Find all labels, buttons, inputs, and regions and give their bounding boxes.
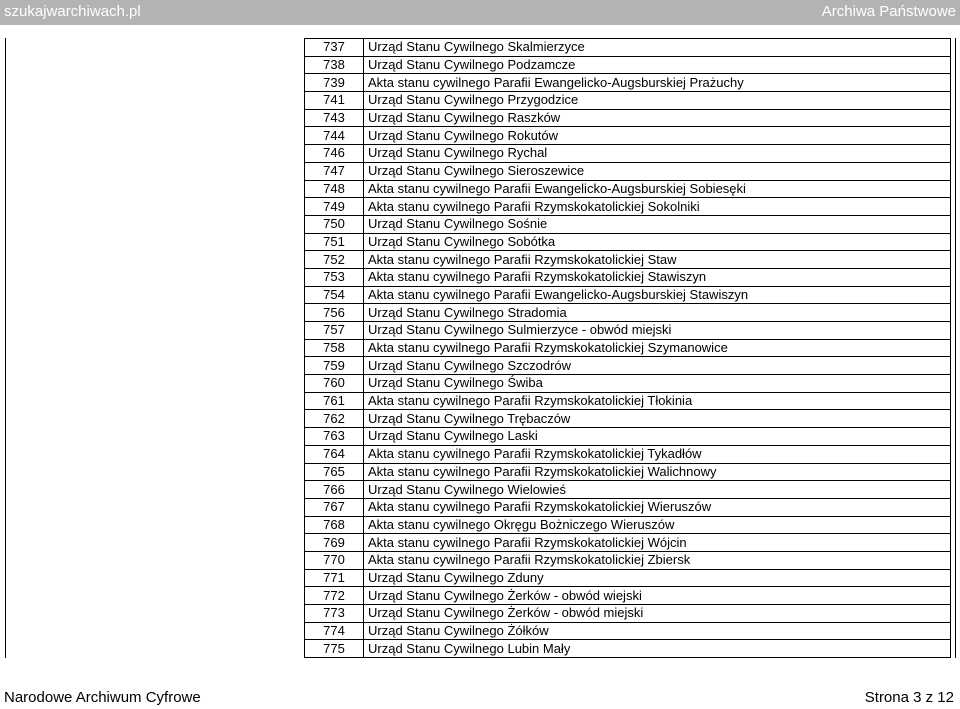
record-number: 750	[305, 215, 364, 233]
record-number: 771	[305, 569, 364, 587]
record-name: Urząd Stanu Cywilnego Raszków	[364, 109, 951, 127]
table-row	[305, 357, 951, 375]
section-name: Archiwa Państwowe	[821, 3, 956, 20]
record-number: 763	[305, 428, 364, 446]
record-number: 754	[305, 286, 364, 304]
table-row	[305, 410, 951, 428]
record-number: 766	[305, 481, 364, 499]
record-name: Akta stanu cywilnego Parafii Ewangelicko-Augsburskiej Stawiszyn	[364, 286, 951, 304]
record-name: Akta stanu cywilnego Parafii Rzymskokatolickiej Wieruszów	[364, 498, 951, 516]
table-row	[305, 109, 951, 127]
record-number: 770	[305, 551, 364, 569]
record-name: Urząd Stanu Cywilnego Świba	[364, 375, 951, 393]
record-number: 751	[305, 233, 364, 251]
record-number: 738	[305, 56, 364, 74]
right-divider	[955, 38, 956, 658]
table-row	[305, 127, 951, 145]
table-row	[305, 286, 951, 304]
record-number: 772	[305, 587, 364, 605]
record-number: 753	[305, 268, 364, 286]
record-name: Akta stanu cywilnego Parafii Rzymskokatolickiej Sokolniki	[364, 198, 951, 216]
table-row	[305, 268, 951, 286]
record-name: Urząd Stanu Cywilnego Wielowieś	[364, 481, 951, 499]
record-number: 761	[305, 392, 364, 410]
record-number: 774	[305, 622, 364, 640]
record-number: 737	[305, 39, 364, 57]
table-row	[305, 551, 951, 569]
records-table	[304, 38, 951, 658]
record-name: Urząd Stanu Cywilnego Sobótka	[364, 233, 951, 251]
table-row	[305, 39, 951, 57]
record-name: Urząd Stanu Cywilnego Rokutów	[364, 127, 951, 145]
record-number: 747	[305, 162, 364, 180]
table-row	[305, 392, 951, 410]
record-name: Akta stanu cywilnego Parafii Rzymskokatolickiej Tłokinia	[364, 392, 951, 410]
record-name: Akta stanu cywilnego Parafii Rzymskokatolickiej Szymanowice	[364, 339, 951, 357]
table-row	[305, 322, 951, 340]
record-number: 767	[305, 498, 364, 516]
table-row	[305, 198, 951, 216]
record-number: 769	[305, 534, 364, 552]
table-row	[305, 481, 951, 499]
record-name: Urząd Stanu Cywilnego Lubin Mały	[364, 640, 951, 658]
record-number: 762	[305, 410, 364, 428]
records-table-body	[305, 39, 951, 658]
table-row	[305, 428, 951, 446]
table-row	[305, 304, 951, 322]
record-number: 775	[305, 640, 364, 658]
record-name: Urząd Stanu Cywilnego Zduny	[364, 569, 951, 587]
record-name: Akta stanu cywilnego Okręgu Bożniczego Wieruszów	[364, 516, 951, 534]
footer-page-number: Strona 3 z 12	[864, 689, 954, 706]
record-name: Akta stanu cywilnego Parafii Rzymskokatolickiej Wójcin	[364, 534, 951, 552]
table-row	[305, 569, 951, 587]
record-name: Urząd Stanu Cywilnego Stradomia	[364, 304, 951, 322]
site-name[interactable]: szukajwarchiwach.pl	[4, 3, 141, 20]
table-row	[305, 640, 951, 658]
record-name: Urząd Stanu Cywilnego Trębaczów	[364, 410, 951, 428]
record-name: Akta stanu cywilnego Parafii Ewangelicko-Augsburskiej Sobiesęki	[364, 180, 951, 198]
table-row	[305, 180, 951, 198]
table-row	[305, 251, 951, 269]
record-name: Akta stanu cywilnego Parafii Rzymskokatolickiej Tykadłów	[364, 445, 951, 463]
record-name: Akta stanu cywilnego Parafii Rzymskokatolickiej Zbiersk	[364, 551, 951, 569]
record-number: 756	[305, 304, 364, 322]
table-row	[305, 375, 951, 393]
table-row	[305, 605, 951, 623]
table-row	[305, 233, 951, 251]
record-number: 765	[305, 463, 364, 481]
record-name: Urząd Stanu Cywilnego Laski	[364, 428, 951, 446]
record-number: 744	[305, 127, 364, 145]
table-row	[305, 56, 951, 74]
record-number: 749	[305, 198, 364, 216]
record-name: Urząd Stanu Cywilnego Żółków	[364, 622, 951, 640]
record-number: 757	[305, 322, 364, 340]
record-number: 746	[305, 145, 364, 163]
table-row	[305, 162, 951, 180]
record-number: 759	[305, 357, 364, 375]
page-header	[0, 0, 960, 25]
table-row	[305, 516, 951, 534]
record-number: 748	[305, 180, 364, 198]
record-name: Urząd Stanu Cywilnego Żerków - obwód wiejski	[364, 587, 951, 605]
record-number: 739	[305, 74, 364, 92]
record-name: Urząd Stanu Cywilnego Sulmierzyce - obwód miejski	[364, 322, 951, 340]
record-name: Urząd Stanu Cywilnego Żerków - obwód miejski	[364, 605, 951, 623]
table-row	[305, 622, 951, 640]
record-name: Urząd Stanu Cywilnego Skalmierzyce	[364, 39, 951, 57]
record-number: 773	[305, 605, 364, 623]
record-name: Urząd Stanu Cywilnego Przygodzice	[364, 92, 951, 110]
left-divider	[5, 38, 6, 658]
record-number: 768	[305, 516, 364, 534]
table-row	[305, 74, 951, 92]
record-number: 752	[305, 251, 364, 269]
table-row	[305, 463, 951, 481]
record-name: Urząd Stanu Cywilnego Rychal	[364, 145, 951, 163]
table-row	[305, 92, 951, 110]
footer-source: Narodowe Archiwum Cyfrowe	[4, 689, 201, 706]
record-number: 764	[305, 445, 364, 463]
table-row	[305, 534, 951, 552]
record-name: Akta stanu cywilnego Parafii Rzymskokatolickiej Walichnowy	[364, 463, 951, 481]
record-number: 758	[305, 339, 364, 357]
record-name: Akta stanu cywilnego Parafii Ewangelicko-Augsburskiej Prażuchy	[364, 74, 951, 92]
record-number: 743	[305, 109, 364, 127]
table-row	[305, 498, 951, 516]
table-row	[305, 445, 951, 463]
record-name: Urząd Stanu Cywilnego Szczodrów	[364, 357, 951, 375]
table-row	[305, 587, 951, 605]
table-row	[305, 145, 951, 163]
record-name: Urząd Stanu Cywilnego Podzamcze	[364, 56, 951, 74]
record-name: Akta stanu cywilnego Parafii Rzymskokatolickiej Stawiszyn	[364, 268, 951, 286]
table-row	[305, 339, 951, 357]
record-number: 760	[305, 375, 364, 393]
record-name: Urząd Stanu Cywilnego Sieroszewice	[364, 162, 951, 180]
record-number: 741	[305, 92, 364, 110]
record-name: Urząd Stanu Cywilnego Sośnie	[364, 215, 951, 233]
table-row	[305, 215, 951, 233]
record-name: Akta stanu cywilnego Parafii Rzymskokatolickiej Staw	[364, 251, 951, 269]
